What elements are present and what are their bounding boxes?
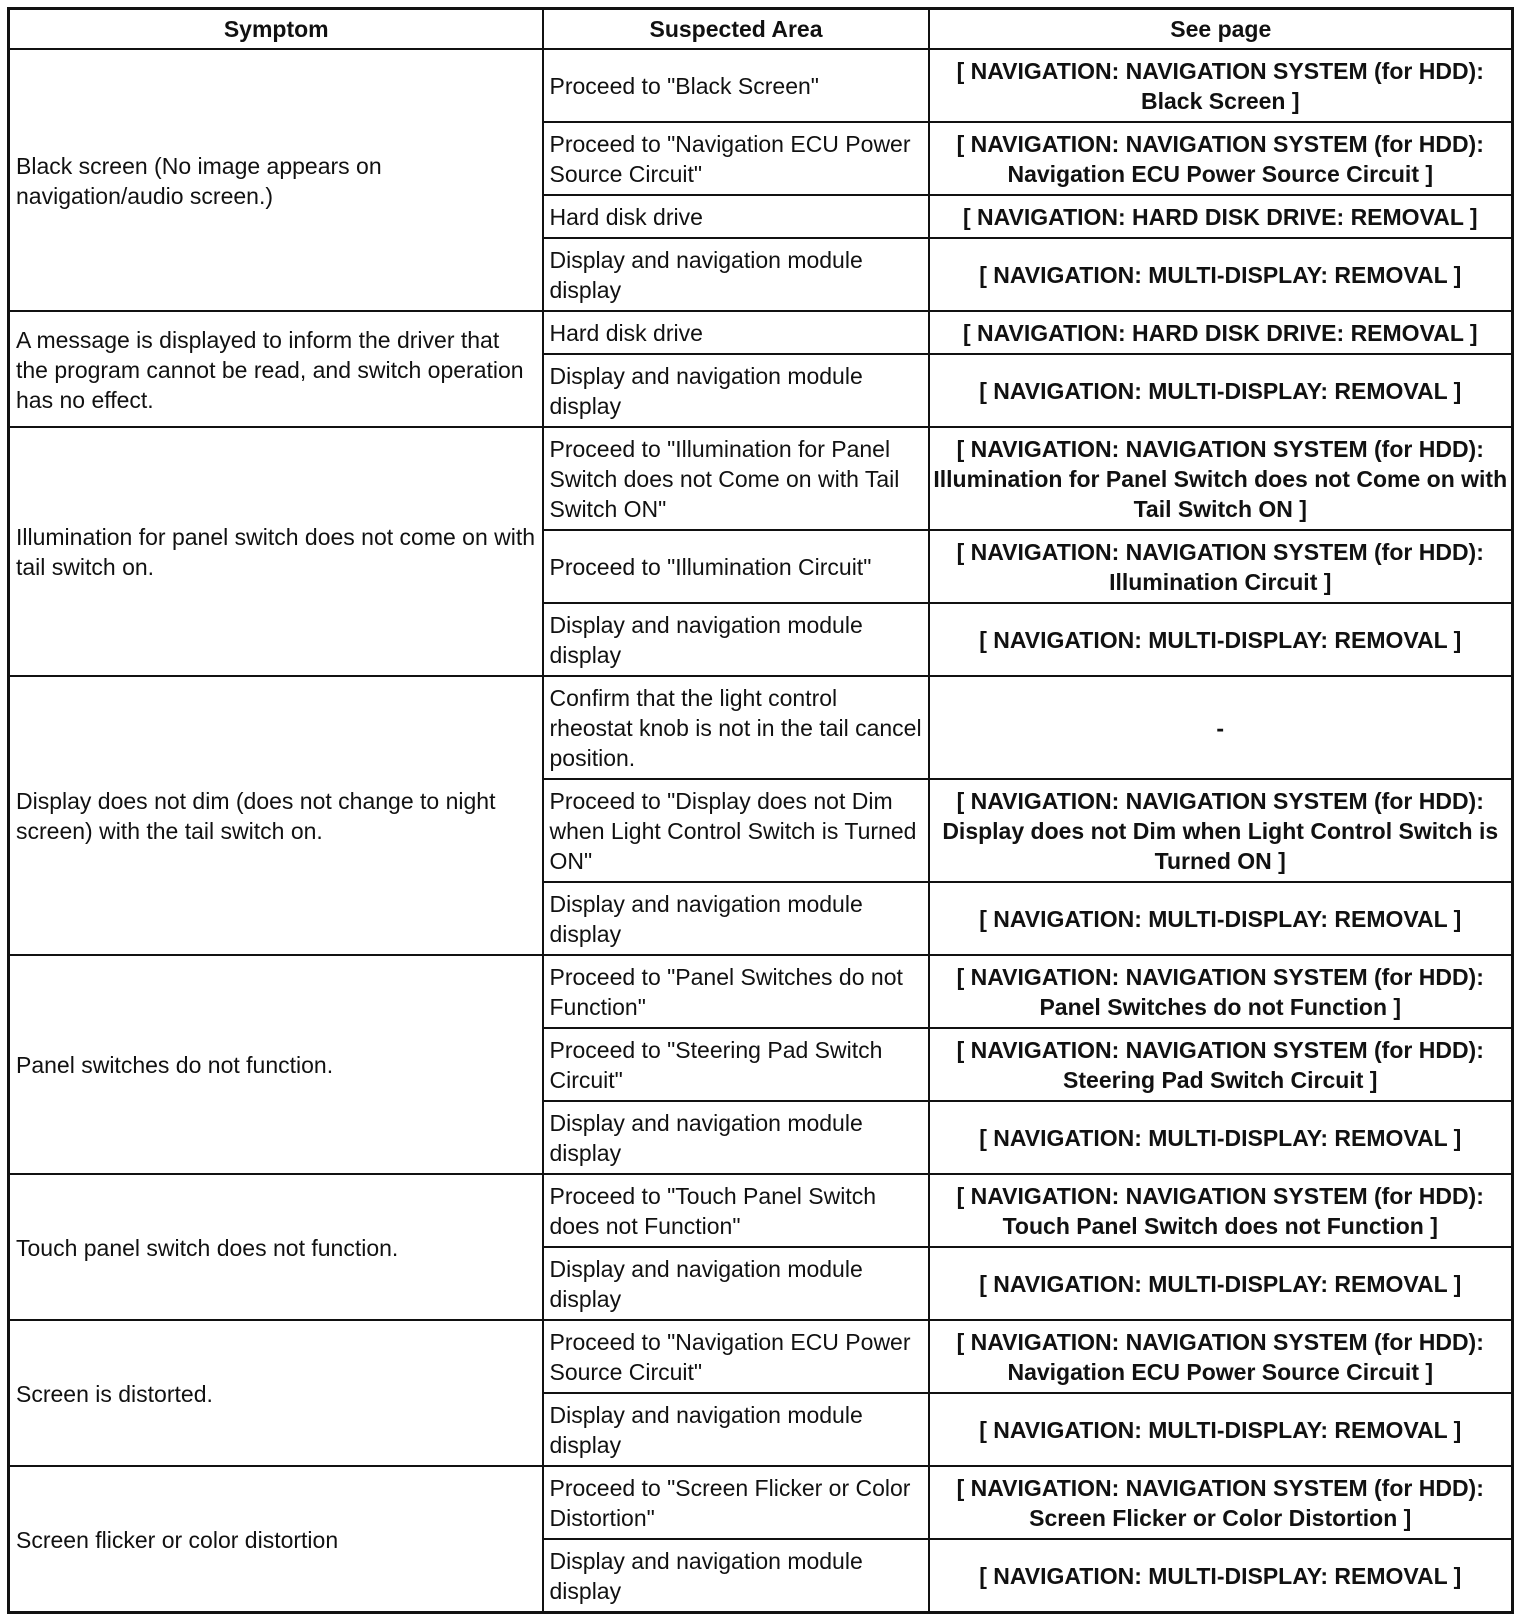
table-row: [9, 427, 1513, 530]
suspected-area-cell: Display and navigation module display: [543, 1101, 929, 1174]
header-symptom: Symptom: [9, 9, 543, 50]
see-page-link[interactable]: [ NAVIGATION: HARD DISK DRIVE: REMOVAL ]: [929, 311, 1513, 354]
see-page-link[interactable]: [ NAVIGATION: NAVIGATION SYSTEM (for HDD): Display does not Dim when Light Control Switch is Turned ON ]: [929, 779, 1513, 882]
see-page-link[interactable]: [ NAVIGATION: MULTI-DISPLAY: REMOVAL ]: [929, 603, 1513, 676]
see-page-link[interactable]: [ NAVIGATION: MULTI-DISPLAY: REMOVAL ]: [929, 882, 1513, 955]
suspected-area-cell: Proceed to "Navigation ECU Power Source Circuit": [543, 122, 929, 195]
table-header: [9, 9, 1513, 50]
suspected-area-cell: Proceed to "Navigation ECU Power Source Circuit": [543, 1320, 929, 1393]
see-page-link[interactable]: [ NAVIGATION: NAVIGATION SYSTEM (for HDD): Navigation ECU Power Source Circuit ]: [929, 1320, 1513, 1393]
header-see-page: See page: [929, 9, 1513, 50]
see-page-link[interactable]: [ NAVIGATION: NAVIGATION SYSTEM (for HDD): Touch Panel Switch does not Function ]: [929, 1174, 1513, 1247]
symptom-cell: Display does not dim (does not change to night screen) with the tail switch on.: [9, 676, 543, 955]
suspected-area-cell: Hard disk drive: [543, 195, 929, 238]
table-row: [9, 955, 1513, 1028]
symptom-cell: Screen flicker or color distortion: [9, 1466, 543, 1613]
table-row: [9, 676, 1513, 779]
see-page-link[interactable]: [ NAVIGATION: MULTI-DISPLAY: REMOVAL ]: [929, 1101, 1513, 1174]
suspected-area-cell: Proceed to "Black Screen": [543, 49, 929, 122]
header-row: [9, 9, 1513, 50]
symptom-cell: Touch panel switch does not function.: [9, 1174, 543, 1320]
table-row: [9, 311, 1513, 354]
suspected-area-cell: Display and navigation module display: [543, 1247, 929, 1320]
see-page-link[interactable]: [ NAVIGATION: NAVIGATION SYSTEM (for HDD): Illumination for Panel Switch does not Come on with Tail Switch ON ]: [929, 427, 1513, 530]
header-suspected-area: Suspected Area: [543, 9, 929, 50]
suspected-area-cell: Proceed to "Screen Flicker or Color Distortion": [543, 1466, 929, 1539]
symptom-table: [7, 7, 1514, 1614]
suspected-area-cell: Proceed to "Panel Switches do not Function": [543, 955, 929, 1028]
table-row: [9, 1320, 1513, 1393]
suspected-area-cell: Confirm that the light control rheostat knob is not in the tail cancel position.: [543, 676, 929, 779]
see-page-link[interactable]: [ NAVIGATION: HARD DISK DRIVE: REMOVAL ]: [929, 195, 1513, 238]
suspected-area-cell: Display and navigation module display: [543, 1539, 929, 1613]
see-page-link[interactable]: [ NAVIGATION: MULTI-DISPLAY: REMOVAL ]: [929, 1247, 1513, 1320]
suspected-area-cell: Display and navigation module display: [543, 603, 929, 676]
suspected-area-cell: Display and navigation module display: [543, 354, 929, 427]
suspected-area-cell: Proceed to "Illumination Circuit": [543, 530, 929, 603]
suspected-area-cell: Proceed to "Display does not Dim when Light Control Switch is Turned ON": [543, 779, 929, 882]
symptom-cell: A message is displayed to inform the driver that the program cannot be read, and switch operation has no effect.: [9, 311, 543, 427]
suspected-area-cell: Display and navigation module display: [543, 238, 929, 311]
table-body: [9, 49, 1513, 1613]
symptom-cell: Screen is distorted.: [9, 1320, 543, 1466]
table-row: [9, 1466, 1513, 1539]
suspected-area-cell: Display and navigation module display: [543, 1393, 929, 1466]
see-page-link: -: [929, 676, 1513, 779]
suspected-area-cell: Proceed to "Touch Panel Switch does not Function": [543, 1174, 929, 1247]
suspected-area-cell: Proceed to "Illumination for Panel Switch does not Come on with Tail Switch ON": [543, 427, 929, 530]
see-page-link[interactable]: [ NAVIGATION: NAVIGATION SYSTEM (for HDD): Panel Switches do not Function ]: [929, 955, 1513, 1028]
see-page-link[interactable]: [ NAVIGATION: NAVIGATION SYSTEM (for HDD): Black Screen ]: [929, 49, 1513, 122]
see-page-link[interactable]: [ NAVIGATION: MULTI-DISPLAY: REMOVAL ]: [929, 354, 1513, 427]
see-page-link[interactable]: [ NAVIGATION: NAVIGATION SYSTEM (for HDD): Navigation ECU Power Source Circuit ]: [929, 122, 1513, 195]
see-page-link[interactable]: [ NAVIGATION: MULTI-DISPLAY: REMOVAL ]: [929, 1393, 1513, 1466]
see-page-link[interactable]: [ NAVIGATION: NAVIGATION SYSTEM (for HDD): Screen Flicker or Color Distortion ]: [929, 1466, 1513, 1539]
suspected-area-cell: Display and navigation module display: [543, 882, 929, 955]
see-page-link[interactable]: [ NAVIGATION: NAVIGATION SYSTEM (for HDD): Illumination Circuit ]: [929, 530, 1513, 603]
table-row: [9, 1174, 1513, 1247]
suspected-area-cell: Proceed to "Steering Pad Switch Circuit": [543, 1028, 929, 1101]
symptom-cell: Panel switches do not function.: [9, 955, 543, 1174]
suspected-area-cell: Hard disk drive: [543, 311, 929, 354]
symptom-cell: Black screen (No image appears on navigation/audio screen.): [9, 49, 543, 311]
symptom-cell: Illumination for panel switch does not come on with tail switch on.: [9, 427, 543, 676]
see-page-link[interactable]: [ NAVIGATION: NAVIGATION SYSTEM (for HDD): Steering Pad Switch Circuit ]: [929, 1028, 1513, 1101]
see-page-link[interactable]: [ NAVIGATION: MULTI-DISPLAY: REMOVAL ]: [929, 238, 1513, 311]
see-page-link[interactable]: [ NAVIGATION: MULTI-DISPLAY: REMOVAL ]: [929, 1539, 1513, 1613]
table-row: [9, 49, 1513, 122]
